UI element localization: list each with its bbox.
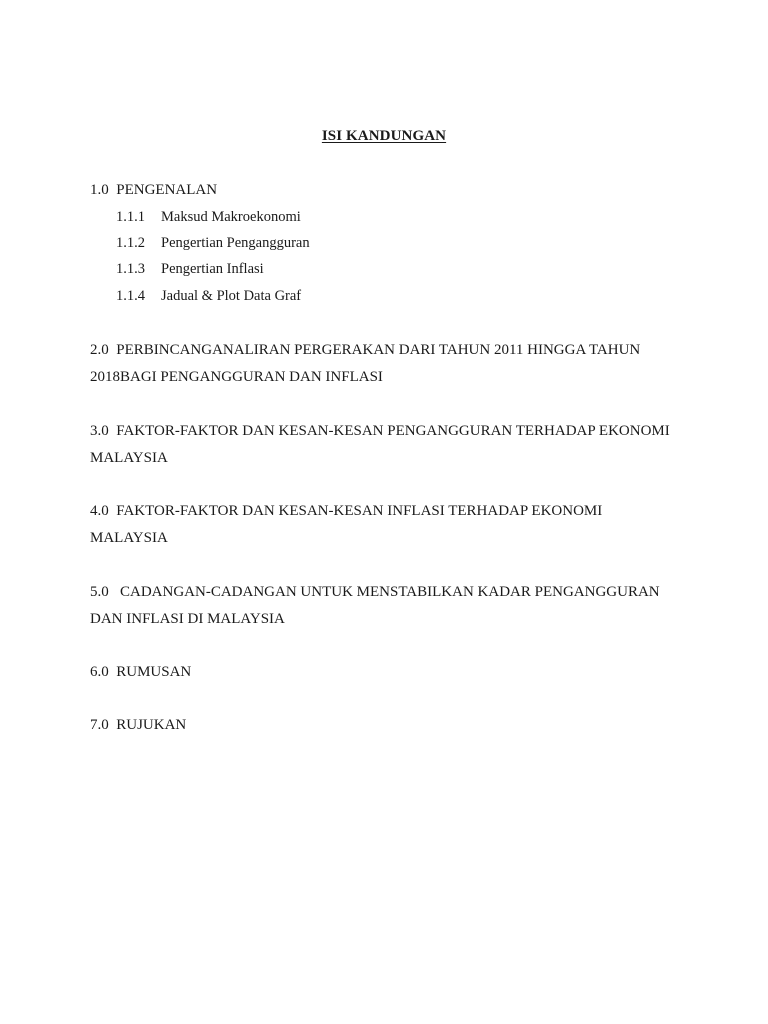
toc-entry-number: 5.0 [90,584,109,600]
toc-subentry-1-1-3 [116,256,264,283]
toc-subentry-number: 1.1.1 [116,209,145,225]
toc-entry-3 [90,418,690,445]
toc-entry-5 [90,579,690,606]
toc-subentry-number: 1.1.3 [116,261,145,277]
toc-subentry-1-1-2 [116,230,310,257]
toc-entry-number: 2.0 [90,342,109,358]
toc-entry-3-continued [90,445,690,472]
toc-entry-7 [90,712,690,739]
toc-subentry-title: Jadual & Plot Data Graf [161,288,302,304]
page-title: ISI KANDUNGAN [321,128,447,144]
toc-entry-title-line2: DAN INFLASI DI MALAYSIA [90,611,285,627]
toc-entry-6 [90,659,690,686]
toc-entry-title: PENGENALAN [116,182,218,198]
toc-entry-4 [90,498,690,525]
toc-entry-number: 7.0 [90,717,109,733]
toc-entry-number: 4.0 [90,503,109,519]
toc-entry-number: 3.0 [90,423,109,439]
toc-entry-number: 6.0 [90,664,109,680]
toc-entry-number: 1.0 [90,182,109,198]
toc-entry-5-continued [90,606,690,633]
toc-subentry-title: Pengertian Pengangguran [161,235,310,251]
toc-entry-title-line1: FAKTOR-FAKTOR DAN KESAN-KESAN PENGANGGURAN TERHADAP EKONOMI [116,423,670,439]
toc-subentry-1-1-4 [116,283,301,310]
toc-entry-title-line2: MALAYSIA [90,530,168,546]
toc-entry-title-line1: PERBINCANGANALIRAN PERGERAKAN DARI TAHUN 2011 HINGGA TAHUN [116,342,641,358]
toc-entry-title-line1: CADANGAN-CADANGAN UNTUK MENSTABILKAN KADAR PENGANGGURAN [120,584,660,600]
toc-entry-title-line1: FAKTOR-FAKTOR DAN KESAN-KESAN INFLASI TERHADAP EKONOMI [116,503,603,519]
toc-subentry-number: 1.1.2 [116,235,145,251]
toc-subentry-number: 1.1.4 [116,288,145,304]
toc-entry-2 [90,337,690,364]
toc-entry-4-continued [90,525,690,552]
toc-entry-title-line2: MALAYSIA [90,450,168,466]
toc-subentry-title: Pengertian Inflasi [161,261,264,277]
toc-entry-title: RUJUKAN [116,717,187,733]
toc-entry-title-line2: 2018BAGI PENGANGGURAN DAN INFLASI [90,369,383,385]
toc-subentry-title: Maksud Makroekonomi [161,209,301,225]
toc-subentry-1-1-1 [116,204,301,231]
toc-entry-1 [90,177,690,204]
toc-entry-2-continued [90,364,690,391]
toc-entry-title: RUMUSAN [116,664,192,680]
